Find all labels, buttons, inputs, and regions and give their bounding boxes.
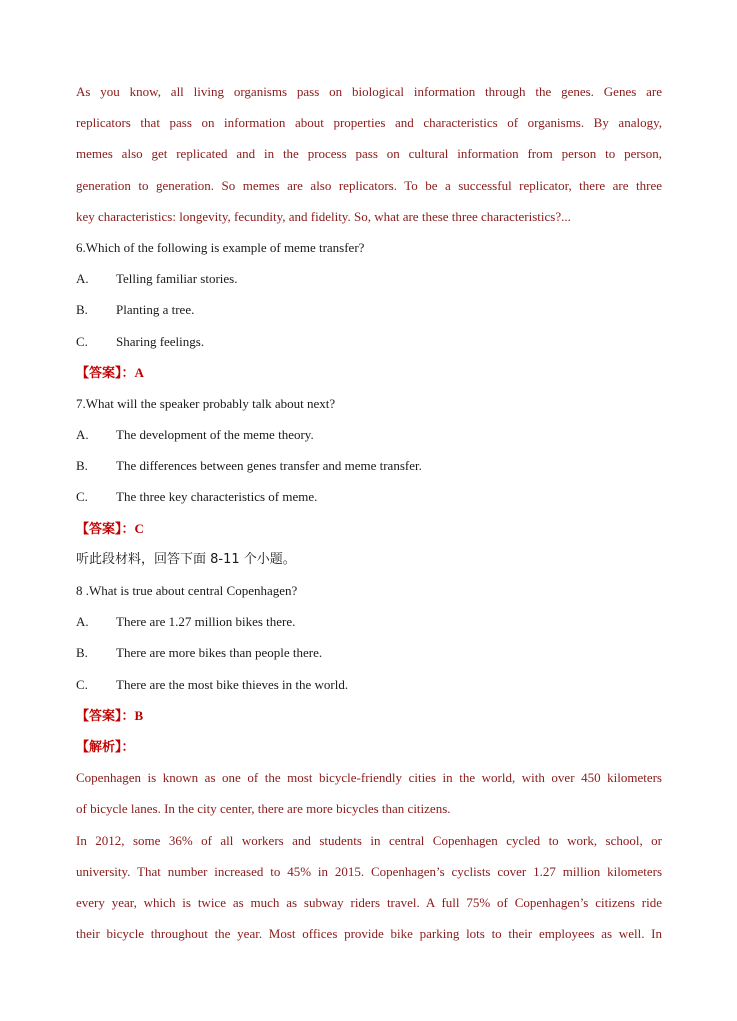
answer-row — [76, 513, 662, 544]
passage-line: generation to generation. So memes are also replicators. To be a successful replicator, there are three — [76, 177, 662, 193]
option-letter: A. — [76, 427, 89, 443]
passage-line: As you know, all living organisms pass on biological information through the genes. Genes are — [76, 84, 662, 99]
option-text: There are 1.27 million bikes there. — [116, 614, 296, 630]
analysis-line: their bicycle throughout the year. Most offices provide bike parking lots to their employees as well. In — [76, 926, 662, 942]
option-b — [76, 294, 662, 325]
option-text: There are the most bike thieves in the world. — [116, 676, 349, 692]
option-text: Sharing feelings. — [116, 333, 205, 349]
option-letter: B. — [76, 302, 88, 318]
option-letter: B. — [76, 458, 88, 474]
option-text: Telling familiar stories. — [116, 271, 238, 287]
answer-value: B — [134, 707, 144, 723]
analysis-line: of bicycle lanes. In the city center, there are more bicycles than citizens. — [76, 801, 451, 817]
option-letter: A. — [76, 614, 89, 630]
option-b — [76, 450, 662, 481]
answer-label: 【答案】： — [76, 365, 135, 381]
option-a — [76, 606, 662, 637]
answer-row — [76, 700, 662, 731]
answer-label: 【答案】： — [76, 708, 135, 724]
option-c — [76, 481, 662, 512]
passage-line: key characteristics: longevity, fecundity, and fidelity. So, what are these three characteristics?... — [76, 208, 571, 224]
option-text: There are more bikes than people there. — [116, 645, 323, 661]
option-letter: C. — [76, 333, 88, 349]
question-stem: 6.Which of the following is example of meme transfer? — [76, 239, 365, 255]
passage-line: replicators that pass on information about properties and characteristics of organisms. By analogy, — [76, 115, 662, 131]
analysis-line: every year, which is twice as much as subway riders travel. A full 75% of Copenhagen’s citizens ride — [76, 894, 662, 910]
answer-row — [76, 357, 662, 388]
answer-value: A — [134, 364, 144, 380]
option-text: The differences between genes transfer and meme transfer. — [116, 458, 422, 474]
option-b — [76, 637, 662, 668]
analysis-line: In 2012, some 36% of all workers and students in central Copenhagen cycled to work, school, or — [76, 832, 662, 848]
passage-line: memes also get replicated and in the process pass on cultural information from person to person, — [76, 146, 662, 162]
option-letter: C. — [76, 676, 88, 692]
option-letter: C. — [76, 489, 88, 505]
option-letter: A. — [76, 271, 89, 287]
answer-label: 【答案】： — [76, 521, 135, 537]
analysis-line: university. That number increased to 45% in 2015. Copenhagen’s cyclists cover 1.27 million kilometers — [76, 863, 662, 879]
option-a — [76, 263, 662, 294]
option-text: Planting a tree. — [116, 302, 195, 318]
option-text: The three key characteristics of meme. — [116, 489, 318, 505]
analysis-label: 【解析】： — [76, 739, 135, 755]
analysis-line: Copenhagen is known as one of the most bicycle-friendly cities in the world, with over 450 kilometers — [76, 770, 662, 786]
section-intro: 听此段材料，回答下面 8-11 个小题。 — [76, 551, 296, 567]
option-letter: B. — [76, 645, 88, 661]
analysis-row — [76, 731, 662, 762]
option-text: The development of the meme theory. — [116, 427, 314, 443]
option-c — [76, 669, 662, 700]
option-c — [76, 326, 662, 357]
option-a — [76, 419, 662, 450]
question-stem: 7.What will the speaker probably talk about next? — [76, 395, 336, 411]
question-stem: 8 .What is true about central Copenhagen? — [76, 583, 298, 598]
answer-value: C — [134, 520, 144, 536]
document-page — [76, 76, 662, 949]
